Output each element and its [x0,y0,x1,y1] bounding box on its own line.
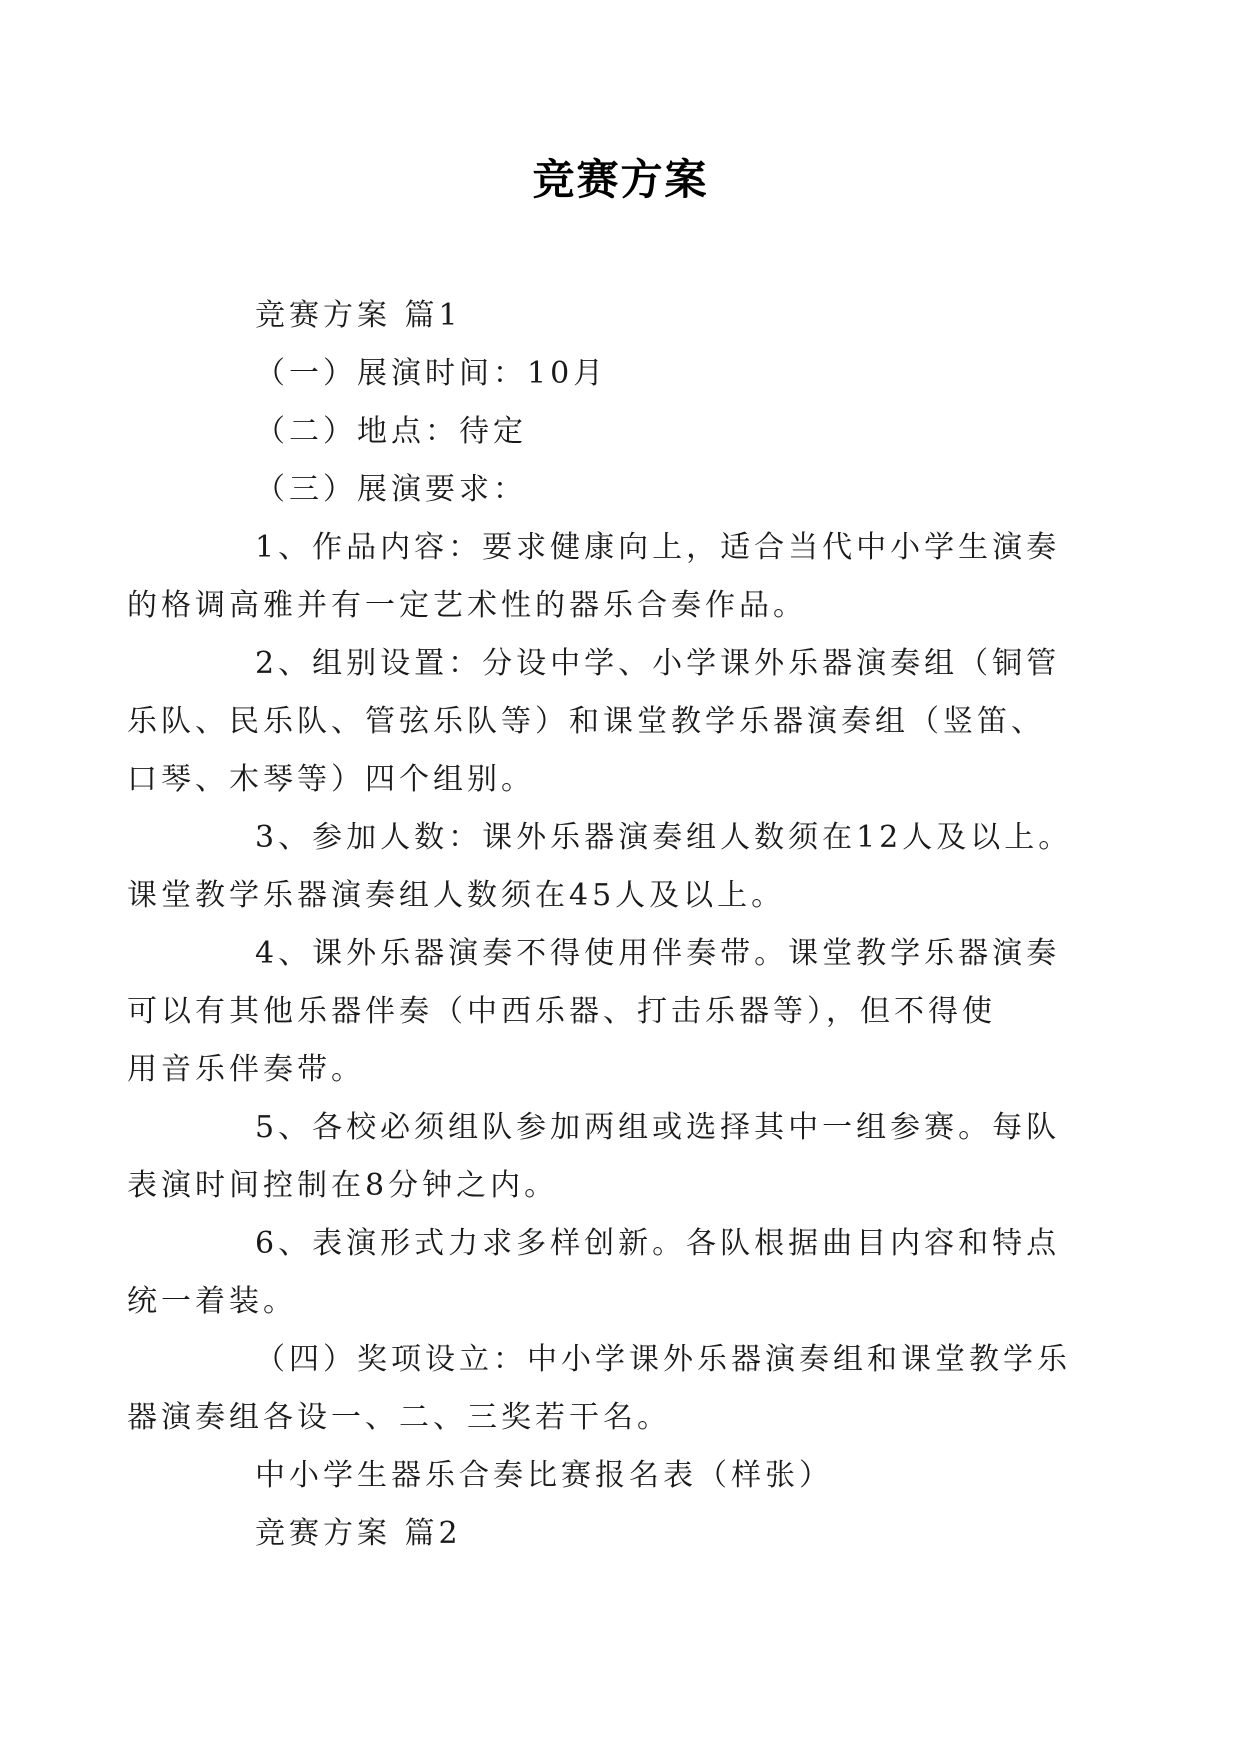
paragraph-line: 竞赛方案 篇2 [255,1516,462,1551]
paragraph [191,287,1056,345]
paragraph [191,403,1056,461]
paragraph-line: （二）地点：待定 [255,414,527,449]
paragraph-line: 4、课外乐器演奏不得使用伴奏带。课堂教学乐器演奏 [255,936,1061,971]
paragraph-line: 器演奏组各设一、二、三奖若干名。 [127,1400,671,1435]
paragraph [191,461,1056,519]
paragraph [127,809,1073,925]
paragraph [127,1215,1061,1331]
paragraph [191,1505,1056,1563]
paragraph-line: 统一着装。 [127,1284,297,1319]
paragraph-line: 3、参加人数：课外乐器演奏组人数须在12人及以上。 [255,820,1073,855]
paragraph [127,1331,1071,1447]
paragraph [127,519,1061,635]
paragraph-line: 用音乐伴奏带。 [127,1052,365,1087]
paragraph-line: 5、各校必须组队参加两组或选择其中一组参赛。每队 [255,1110,1061,1145]
paragraph-line: 1、作品内容：要求健康向上，适合当代中小学生演奏 [255,530,1061,565]
paragraph-line: 竞赛方案 篇1 [255,298,462,333]
paragraph-line: 表演时间控制在8分钟之内。 [127,1168,559,1203]
paragraph-line: 中小学生器乐合奏比赛报名表（样张） [255,1458,833,1493]
paragraph-line: （一）展演时间：10月 [255,356,608,391]
paragraph-line: 的格调高雅并有一定艺术性的器乐合奏作品。 [127,588,807,623]
paragraph [127,1099,1061,1215]
paragraph-line: 口琴、木琴等）四个组别。 [127,762,535,797]
paragraph-line: 6、表演形式力求多样创新。各队根据曲目内容和特点 [255,1226,1061,1261]
document-body [127,287,1073,1563]
paragraph [127,635,1061,809]
paragraph [191,1447,1056,1505]
paragraph [127,925,1061,1099]
paragraph-line: （四）奖项设立：中小学课外乐器演奏组和课堂教学乐 [255,1342,1071,1377]
page-title: 竞赛方案 [532,155,709,204]
paragraph-line: 可以有其他乐器伴奏（中西乐器、打击乐器等），但不得使 [127,994,996,1029]
paragraph-line: 2、组别设置：分设中学、小学课外乐器演奏组（铜管 [255,646,1061,681]
paragraph-line: 课堂教学乐器演奏组人数须在45人及以上。 [127,878,786,913]
paragraph [191,345,1056,403]
paragraph-line: 乐队、民乐队、管弦乐队等）和课堂教学乐器演奏组（竖笛、 [127,704,1045,739]
paragraph-line: （三）展演要求： [255,472,527,507]
